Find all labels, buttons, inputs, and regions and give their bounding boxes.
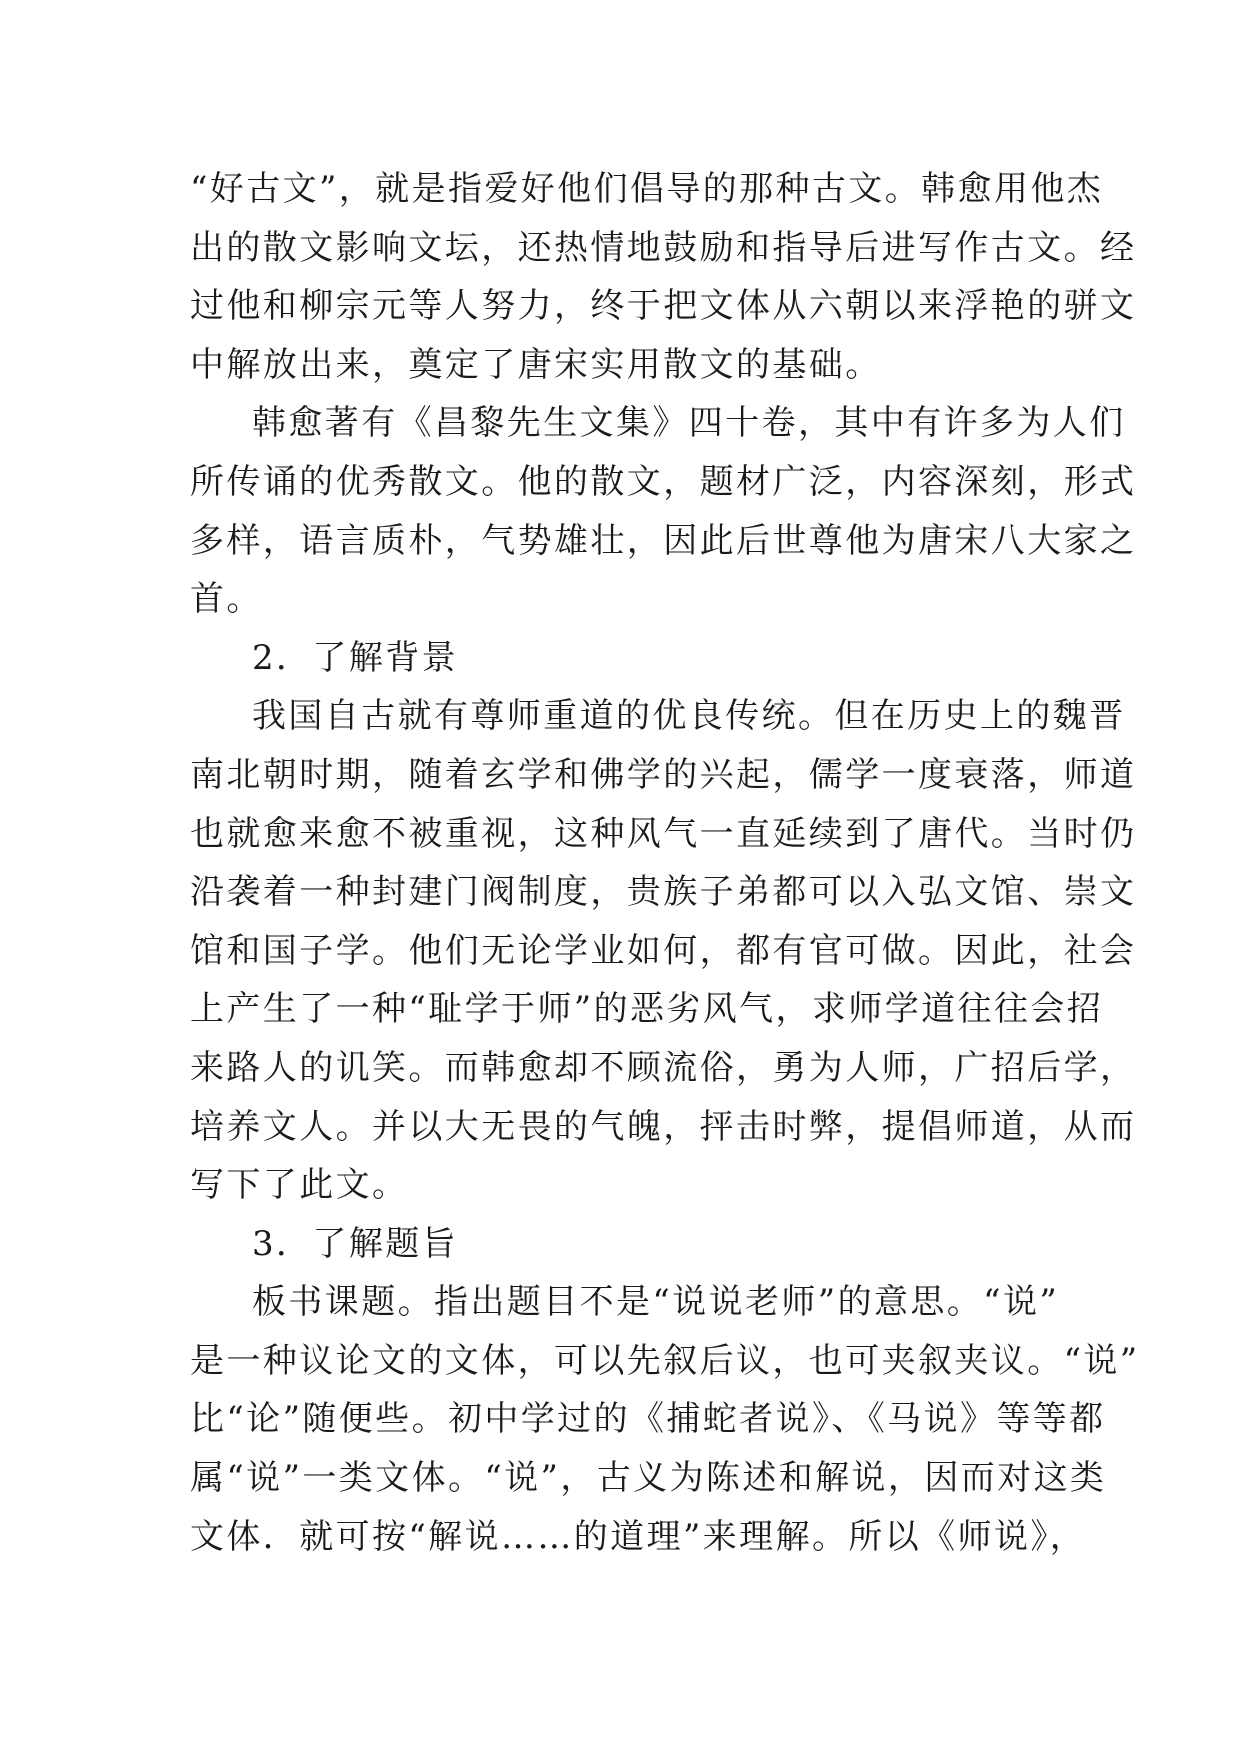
text-line: 也就愈来愈不被重视，这种风气一直延续到了唐代。当时仍 <box>190 813 1137 854</box>
text-line: 馆和国子学。他们无论学业如何，都有官可做。因此，社会 <box>190 930 1137 971</box>
section-heading: 2．了解背景 <box>252 637 459 678</box>
text-line: 我国自古就有尊师重道的优良传统。但在历史上的魏晋 <box>252 696 1126 737</box>
text-line: 首。 <box>190 579 263 620</box>
text-line: 来路人的讥笑。而韩愈却不顾流俗，勇为人师，广招后学， <box>190 1047 1137 1088</box>
text-line: 是一种议论文的文体，可以先叙后议，也可夹叙夹议。“说” <box>190 1340 1140 1381</box>
text-line: 文体．就可按“解说……的道理”来理解。所以《师说》， <box>190 1516 1087 1557</box>
text-line: 沿袭着一种封建门阀制度，贵族子弟都可以入弘文馆、崇文 <box>190 872 1137 913</box>
text-line: 属“说”一类文体。“说”，古义为陈述和解说，因而对这类 <box>190 1458 1107 1499</box>
text-line: “好古文”，就是指爱好他们倡导的那种古文。韩愈用他杰 <box>190 169 1104 209</box>
text-line: 南北朝时期，随着玄学和佛学的兴起，儒学一度衰落，师道 <box>190 754 1137 795</box>
text-line: 写下了此文。 <box>190 1165 409 1206</box>
text-line: 上产生了一种“耻学于师”的恶劣风气，求师学道往往会招 <box>190 989 1104 1030</box>
text-line: 中解放出来，奠定了唐宋实用散文的基础。 <box>190 344 882 385</box>
text-line: 过他和柳宗元等人努力，终于把文体从六朝以来浮艳的骈文 <box>190 286 1137 327</box>
section-heading: 3．了解题旨 <box>252 1223 459 1264</box>
text-line: 板书课题。指出题目不是“说说老师”的意思。“说” <box>252 1282 1060 1323</box>
text-line: 培养文人。并以大无畏的气魄，抨击时弊，提倡师道，从而 <box>190 1106 1137 1147</box>
text-line: 韩愈著有《昌黎先生文集》四十卷，其中有许多为人们 <box>252 403 1126 444</box>
text-line: 出的散文影响文坛，还热情地鼓励和指导后进写作古文。经 <box>190 227 1137 268</box>
text-line: 所传诵的优秀散文。他的散文，题材广泛，内容深刻，形式 <box>190 461 1137 502</box>
body-text <box>190 160 1140 1566</box>
text-line: 多样，语言质朴，气势雄壮，因此后世尊他为唐宋八大家之 <box>190 520 1137 561</box>
text-line: 比“论”随便些。初中学过的《捕蛇者说》、《马说》等等都 <box>190 1399 1106 1440</box>
